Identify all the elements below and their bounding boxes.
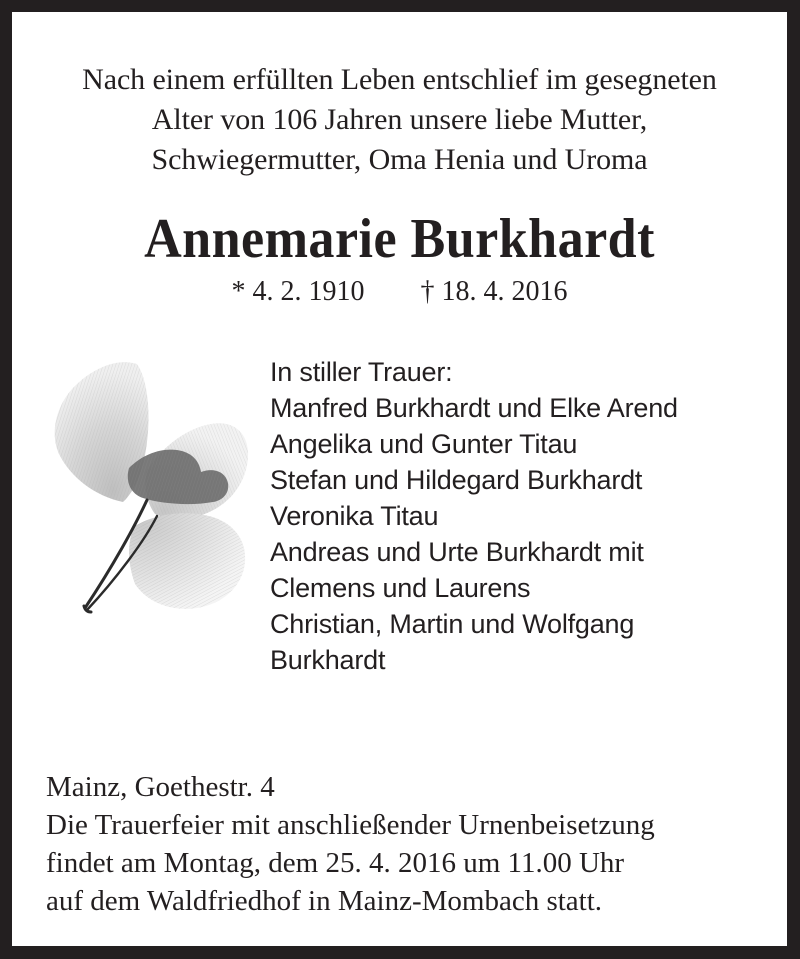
deceased-name: Annemarie Burkhardt	[144, 208, 655, 270]
ceremony-line: auf dem Waldfriedhof in Mainz-Mombach statt.	[46, 885, 603, 917]
mourner-line: Angelika und Gunter Titau	[270, 429, 578, 459]
mourner-line: Manfred Burkhardt und Elke Arend	[270, 393, 678, 423]
intro-line-1: Nach einem erfüllten Leben entschlief im gesegneten	[82, 63, 717, 96]
intro-text	[12, 12, 787, 180]
mourners-block	[270, 348, 767, 678]
mourner-line: Burkhardt	[270, 645, 386, 675]
leaf-lobe-lower-right	[129, 513, 245, 609]
mourner-line: Christian, Martin und Wolfgang	[270, 609, 635, 639]
death-date: † 18. 4. 2016	[420, 276, 568, 307]
obituary-notice	[12, 12, 787, 946]
name-block	[12, 180, 787, 310]
ceremony-line: findet am Montag, dem 25. 4. 2016 um 11.00 Uhr	[46, 847, 625, 879]
intro-line-3: Schwiegermutter, Oma Henia und Uroma	[151, 143, 648, 176]
mourner-line: Andreas und Urte Burkhardt mit	[270, 537, 644, 567]
ginkgo-leaf-icon	[51, 350, 251, 620]
mourners-heading: In stiller Trauer:	[270, 357, 453, 387]
mourner-line: Veronika Titau	[270, 501, 439, 531]
ceremony-line: Die Trauerfeier mit anschließender Urnenbeisetzung	[46, 809, 655, 841]
leaf-and-mourners	[12, 310, 787, 678]
address-line: Mainz, Goethestr. 4	[46, 771, 275, 803]
life-dates	[32, 274, 767, 310]
intro-line-2: Alter von 106 Jahren unsere liebe Mutter,	[151, 103, 648, 136]
ginkgo-leaf-illustration	[32, 348, 270, 620]
funeral-details	[12, 768, 787, 946]
mourner-line: Stefan und Hildegard Burkhardt	[270, 465, 643, 495]
birth-date: * 4. 2. 1910	[231, 276, 365, 307]
mourner-line: Clemens und Laurens	[270, 573, 531, 603]
